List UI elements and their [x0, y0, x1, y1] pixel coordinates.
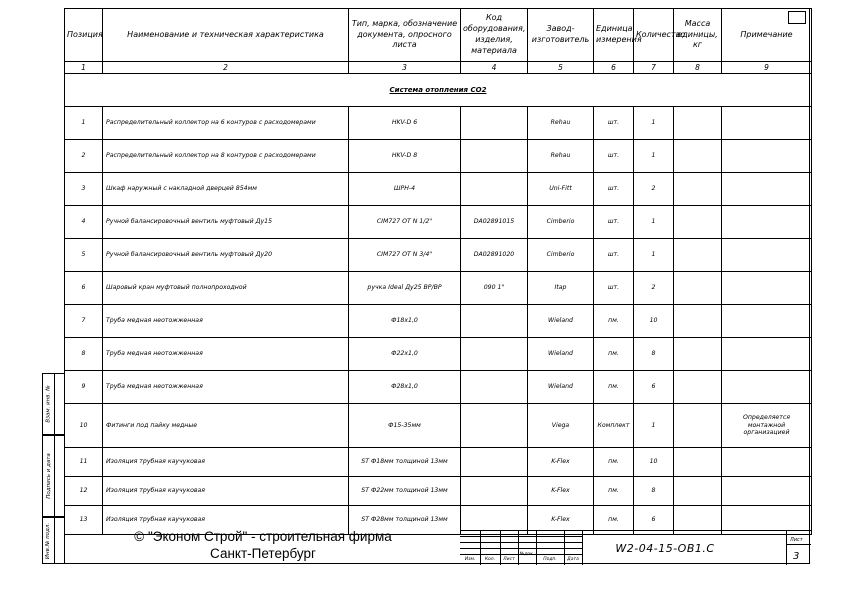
cell-unit: пм. — [594, 477, 634, 506]
cell-qty: 8 — [634, 338, 674, 371]
cell-maker: Cimberio — [528, 206, 594, 239]
cell-type: Ф18х1,0 — [349, 305, 461, 338]
cell-qty: 2 — [634, 272, 674, 305]
stamp-label: Подп. — [543, 557, 557, 562]
cell-code: 090 1" — [461, 272, 528, 305]
cell-name: Труба медная неотожженная — [103, 338, 349, 371]
side-label-sign: Подпись и дата — [45, 453, 52, 499]
cell-code: DA02891015 — [461, 206, 528, 239]
cell-position: 7 — [65, 305, 103, 338]
cell-name: Изоляция трубная каучуковая — [103, 506, 349, 535]
cell-position: 5 — [65, 239, 103, 272]
cell-qty: 2 — [634, 173, 674, 206]
cell-position: 3 — [65, 173, 103, 206]
cell-unit: пм. — [594, 506, 634, 535]
cell-type: CIM727 OT N 3/4" — [349, 239, 461, 272]
cell-position: 12 — [65, 477, 103, 506]
cell-maker: Itap — [528, 272, 594, 305]
cell-type: ST Ф18мм толщиной 13мм — [349, 448, 461, 477]
cell-unit: шт. — [594, 239, 634, 272]
side-label-inv: Инв.№ подл. — [45, 522, 52, 559]
cell-maker: K-Flex — [528, 477, 594, 506]
stamp-label: Кол. — [484, 557, 496, 562]
column-number: 4 — [461, 62, 528, 74]
stamp-label: Дата — [567, 557, 579, 562]
stamp-label: Лист — [503, 557, 515, 562]
cell-position: 4 — [65, 206, 103, 239]
cell-name: Фитинги под пайку медные — [103, 404, 349, 448]
column-number: 7 — [634, 62, 674, 74]
cell-name: Шаровый кран муфтовый полнопроходной — [103, 272, 349, 305]
stamp-label: Изм. — [464, 557, 476, 562]
cell-qty: 10 — [634, 305, 674, 338]
side-box-sign — [42, 435, 64, 517]
cell-unit: шт. — [594, 140, 634, 173]
cell-name: Распределительный коллектор на 8 контуров с расходомерами — [103, 140, 349, 173]
cell-qty: 10 — [634, 448, 674, 477]
cell-maker: K-Flex — [528, 506, 594, 535]
stamp-label: №док. — [519, 552, 535, 557]
header-position: Позиция — [65, 9, 103, 62]
cell-maker: Uni-Fitt — [528, 173, 594, 206]
column-number: 9 — [722, 62, 812, 74]
header-note: Примечание — [722, 9, 812, 62]
cell-type: ST Ф22мм толщиной 13мм — [349, 477, 461, 506]
header-unit: Единица измерения — [594, 9, 634, 62]
cell-position: 13 — [65, 506, 103, 535]
cell-qty: 1 — [634, 239, 674, 272]
cell-name: Распределительный коллектор на 6 контуров с расходомерами — [103, 107, 349, 140]
column-number: 5 — [528, 62, 594, 74]
cell-unit: пм. — [594, 305, 634, 338]
cell-maker: Wieland — [528, 371, 594, 404]
cell-type: Ф28х1,0 — [349, 371, 461, 404]
cell-name: Изоляция трубная каучуковая — [103, 477, 349, 506]
drawing-frame — [64, 8, 810, 564]
cell-position: 10 — [65, 404, 103, 448]
cell-name: Ручной балансировочный вентиль муфтовый Ду20 — [103, 239, 349, 272]
side-box-replace — [42, 373, 64, 435]
document-code: W2-04-15-OB1.C — [615, 541, 715, 555]
cell-maker: Wieland — [528, 338, 594, 371]
header-mass: Масса единицы, кг — [674, 9, 722, 62]
column-number: 6 — [594, 62, 634, 74]
copyright-line2: Санкт-Петербург — [210, 546, 316, 561]
cell-name: Ручной балансировочный вентиль муфтовый Ду15 — [103, 206, 349, 239]
header-qty: Количество — [634, 9, 674, 62]
column-number: 8 — [674, 62, 722, 74]
cell-unit: пм. — [594, 448, 634, 477]
sheet-label: Лист — [790, 537, 803, 543]
header-code: Код оборудования, изделия, материала — [461, 9, 528, 62]
cell-unit: Комплект — [594, 404, 634, 448]
cell-position: 11 — [65, 448, 103, 477]
cell-position: 1 — [65, 107, 103, 140]
cell-type: Ф15-35мм — [349, 404, 461, 448]
column-number: 2 — [103, 62, 349, 74]
title-block — [460, 530, 811, 564]
cell-note: Определяется монтажной организацией — [722, 404, 812, 448]
cell-position: 2 — [65, 140, 103, 173]
cell-qty: 1 — [634, 107, 674, 140]
side-box-inv — [42, 517, 64, 564]
cell-code: DA02891020 — [461, 239, 528, 272]
cell-unit: пм. — [594, 371, 634, 404]
header-name: Наименование и техническая характеристика — [103, 9, 349, 62]
header-type: Тип, марка, обозначение документа, опросного листа — [349, 9, 461, 62]
cell-name: Труба медная неотожженная — [103, 371, 349, 404]
cell-unit: шт. — [594, 173, 634, 206]
cell-maker: Rehau — [528, 140, 594, 173]
cell-unit: шт. — [594, 107, 634, 140]
cell-name: Изоляция трубная каучуковая — [103, 448, 349, 477]
cell-qty: 1 — [634, 140, 674, 173]
cell-qty: 6 — [634, 371, 674, 404]
corner-box — [788, 11, 806, 24]
cell-maker: K-Flex — [528, 448, 594, 477]
cell-type: HKV-D 8 — [349, 140, 461, 173]
column-number: 3 — [349, 62, 461, 74]
cell-type: ST Ф28мм толщиной 13мм — [349, 506, 461, 535]
cell-unit: шт. — [594, 272, 634, 305]
cell-type: ШРН-4 — [349, 173, 461, 206]
cell-maker: Rehau — [528, 107, 594, 140]
section-title: Система отопления СО2 — [389, 85, 487, 94]
cell-name: Труба медная неотожженная — [103, 305, 349, 338]
cell-position: 9 — [65, 371, 103, 404]
cell-qty: 1 — [634, 404, 674, 448]
cell-unit: шт. — [594, 206, 634, 239]
cell-qty: 1 — [634, 206, 674, 239]
cell-maker: Wieland — [528, 305, 594, 338]
cell-qty: 8 — [634, 477, 674, 506]
column-number: 1 — [65, 62, 103, 74]
cell-maker: Cimberio — [528, 239, 594, 272]
copyright-block — [66, 528, 460, 562]
cell-unit: пм. — [594, 338, 634, 371]
cell-maker: Viega — [528, 404, 594, 448]
cell-type: CIM727 OT N 1/2" — [349, 206, 461, 239]
cell-position: 8 — [65, 338, 103, 371]
cell-qty: 6 — [634, 506, 674, 535]
header-maker: Завод-изготовитель — [528, 9, 594, 62]
copyright-line1: © "Эконом Строй" - строительная фирма — [134, 529, 392, 544]
cell-position: 6 — [65, 272, 103, 305]
cell-name: Шкаф наружный с накладной дверцей 854мм — [103, 173, 349, 206]
cell-type: Ф22х1,0 — [349, 338, 461, 371]
side-label-replace: Взам. инв. № — [45, 385, 52, 423]
cell-type: HKV-D 6 — [349, 107, 461, 140]
sheet-number: 3 — [793, 551, 800, 562]
cell-type: ручка Ideal Ду25 ВР/ВР — [349, 272, 461, 305]
